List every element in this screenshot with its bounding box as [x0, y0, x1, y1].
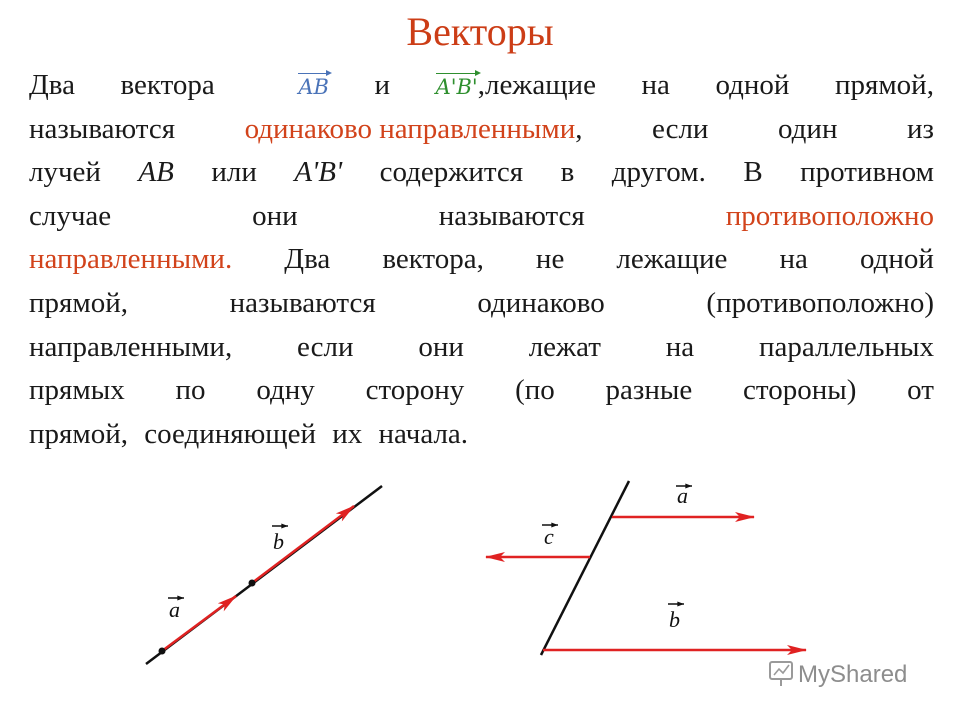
word: прямой,	[29, 417, 128, 450]
word: если	[652, 112, 709, 145]
word: случае	[29, 199, 112, 232]
word: прямой,	[29, 286, 128, 319]
word: направленными,	[29, 330, 233, 363]
word: на	[665, 330, 695, 363]
word: Два	[284, 243, 331, 276]
vector-a1b1-notation: A'B'	[435, 75, 478, 99]
word: В	[743, 156, 763, 189]
term-directed: направленными.	[29, 243, 233, 276]
word: на	[779, 243, 808, 276]
word: параллельных	[758, 330, 934, 363]
label-b: b	[273, 529, 284, 554]
word: из	[907, 112, 934, 145]
page-title: Векторы	[406, 9, 554, 54]
label-c: c	[544, 524, 554, 549]
word: прямых	[29, 374, 125, 407]
figure-parallel-vectors	[486, 481, 806, 655]
word: называются	[229, 286, 376, 319]
word: вектора,	[382, 243, 484, 276]
word: одну	[256, 374, 315, 407]
term-opposite-direction: противоположно	[725, 199, 934, 232]
word: они	[418, 330, 464, 363]
word: (противоположно)	[706, 286, 934, 319]
word: или	[211, 156, 257, 189]
presentation-icon-chart	[774, 665, 789, 675]
word: сторону	[365, 374, 465, 407]
word: один	[778, 112, 838, 145]
ray-label: AB	[138, 156, 174, 189]
word: одинаково	[477, 286, 605, 319]
word: в	[560, 156, 575, 189]
point-start-a	[159, 648, 166, 655]
word: прямой,	[834, 69, 934, 101]
word: Два	[29, 69, 75, 101]
word: (по	[515, 374, 555, 407]
word: начала.	[378, 417, 469, 450]
word: одной	[859, 243, 934, 276]
word: называются	[438, 199, 585, 232]
figure-collinear-vectors	[146, 486, 382, 664]
word: на	[641, 69, 670, 101]
word: содержится	[379, 156, 524, 189]
word: соединяющей	[144, 417, 316, 450]
word: вектора	[120, 69, 215, 101]
word: противном	[800, 156, 934, 189]
term-same-direction: одинаково направленными	[244, 112, 576, 145]
vector-b-arrow	[252, 506, 354, 583]
word: лежат	[528, 330, 601, 363]
word: называются	[29, 112, 176, 145]
word: стороны)	[743, 374, 857, 407]
word: их	[332, 417, 363, 450]
word: по	[175, 374, 206, 407]
point-start-b	[249, 580, 256, 587]
word: лучей	[29, 156, 101, 189]
word: и	[374, 69, 391, 101]
label-b-2: b	[669, 607, 680, 632]
word: другом.	[611, 156, 706, 189]
word: они	[252, 199, 298, 232]
watermark-text: MyShared	[798, 661, 908, 688]
word: разные	[605, 374, 693, 407]
ray-label: A'B'	[294, 156, 343, 189]
word: одной	[715, 69, 790, 101]
label-a-2: a	[677, 483, 688, 508]
connecting-line	[541, 481, 629, 655]
word: ,	[575, 112, 583, 145]
word: не	[535, 243, 565, 276]
label-a: a	[169, 597, 180, 622]
word: если	[297, 330, 354, 363]
vector-ab-notation: AB	[298, 75, 329, 99]
watermark-logo	[770, 661, 907, 688]
word: ,лежащие	[477, 69, 596, 101]
word: лежащие	[616, 243, 728, 276]
word: от	[907, 374, 934, 407]
